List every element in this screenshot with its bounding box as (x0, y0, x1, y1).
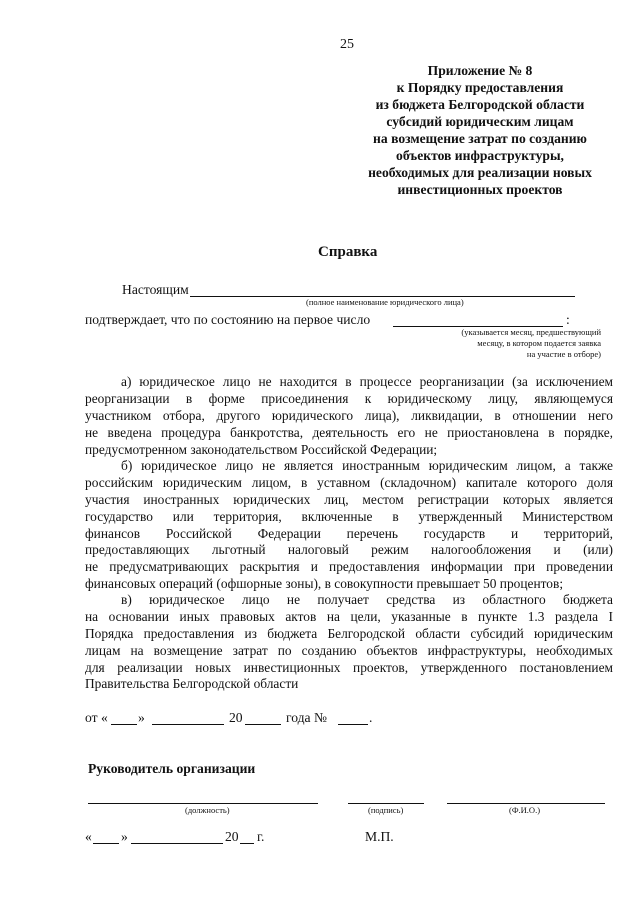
page-number: 25 (340, 37, 354, 52)
date-close-quote: » (138, 710, 145, 725)
clause-line: российским юридическим лицом, в уставном (складочном) капитале которого доля (85, 474, 613, 490)
position-line (88, 803, 318, 804)
sign-date-open-quote: « (85, 829, 92, 844)
clause-line: участия иностранных юридических лиц, местом регистрации которых является (85, 491, 613, 507)
date-period: . (369, 710, 373, 725)
appendix-line: к Порядку предоставления (396, 80, 564, 95)
sign-month-line (131, 843, 223, 844)
month-caption-line: (указывается месяц, предшествующий (461, 327, 601, 337)
appendix-line: на возмещение затрат по созданию (373, 131, 587, 146)
clause-line: участником отбора, другого юридического лица), ликвидации, в отношении него (85, 407, 613, 423)
appendix-header (355, 62, 605, 198)
date-year-line (245, 724, 281, 725)
position-caption: (должность) (185, 805, 230, 815)
full-name-caption: (Ф.И.О.) (509, 805, 541, 815)
appendix-line: необходимых для реализации новых (368, 165, 592, 180)
clause-line: реорганизации в форме присоединения к юридическому лицу, являющемуся (85, 390, 613, 406)
appendix-line: субсидий юридическим лицам (386, 114, 574, 129)
clause-line: в) юридическое лицо не получает средства из областного бюджета (121, 592, 613, 607)
full-name-line (447, 803, 605, 804)
clause-b (85, 458, 613, 593)
sign-date-close-quote: » (121, 829, 128, 844)
clause-c (85, 592, 613, 693)
clause-line: а) юридическое лицо не находится в процессе реорганизации (за исключением (121, 374, 613, 389)
clause-line: предусмотренном законодательством Российской Федерации; (85, 441, 438, 457)
document-title: Справка (318, 244, 378, 260)
clause-line: Порядка предоставления из бюджета Белгородской области субсидий юридическим (85, 625, 613, 641)
date-month-line (152, 724, 224, 725)
date-day-line (111, 724, 137, 725)
clause-line: предоставляющих льготный налоговый режим налогообложения и (или) (85, 542, 613, 558)
month-caption (421, 327, 601, 360)
sign-year-line (240, 843, 254, 844)
clause-line: лицам на возмещение затрат по созданию объектов инфраструктуры, необходимых (85, 642, 613, 658)
date-year-prefix: 20 (229, 710, 243, 725)
clause-line: на основании иных правовых актов на цели, указанные в пункте 1.3 раздела I (85, 608, 613, 624)
appendix-line: инвестиционных проектов (397, 182, 563, 197)
clause-line: для реализации новых инвестиционных проектов, утвержденного постановлением (85, 659, 613, 675)
appendix-line: Приложение № 8 (427, 63, 533, 78)
clause-line: Правительства Белгородской области (85, 676, 299, 692)
date-year-suffix: года № (286, 710, 327, 725)
clause-line: не предусматривающих раскрытия и предоставления информации при проведении (85, 559, 613, 575)
month-caption-line: на участие в отборе) (526, 349, 601, 359)
clause-a (85, 374, 613, 458)
month-caption-line: месяцу, в котором подается заявка (477, 338, 601, 348)
clause-line: не введена процедура банкротства, деятельность его не приостановлена в порядке, (85, 424, 613, 440)
clause-line: финансов Российской Федерации перечень государств и территорий, (85, 525, 613, 541)
signature-caption: (подпись) (368, 805, 404, 815)
sign-day-line (93, 843, 119, 844)
appendix-line: объектов инфраструктуры, (396, 148, 564, 163)
date-from-label: от « (85, 710, 108, 725)
clause-line: б) юридическое лицо не является иностранным юридическим лицом, а также (121, 458, 613, 473)
confirms-text: подтверждает, что по состоянию на первое число (85, 312, 371, 327)
stamp-place: М.П. (365, 829, 394, 844)
clause-line: государство или территория, включенные в утвержденный Министерством (85, 508, 613, 524)
colon: : (566, 312, 570, 327)
appendix-line: из бюджета Белгородской области (375, 97, 585, 112)
org-name-caption: (полное наименование юридического лица) (306, 297, 464, 307)
sign-year-suffix: г. (257, 829, 265, 844)
clause-line: финансовых операций (офшорные зоны), в совокупности превышает 50 процентов; (85, 576, 564, 592)
head-of-organization: Руководитель организации (88, 761, 256, 776)
hereby-label: Настоящим (122, 282, 189, 297)
signature-line (348, 803, 424, 804)
doc-number-line (338, 724, 368, 725)
sign-year-prefix: 20 (225, 829, 239, 844)
